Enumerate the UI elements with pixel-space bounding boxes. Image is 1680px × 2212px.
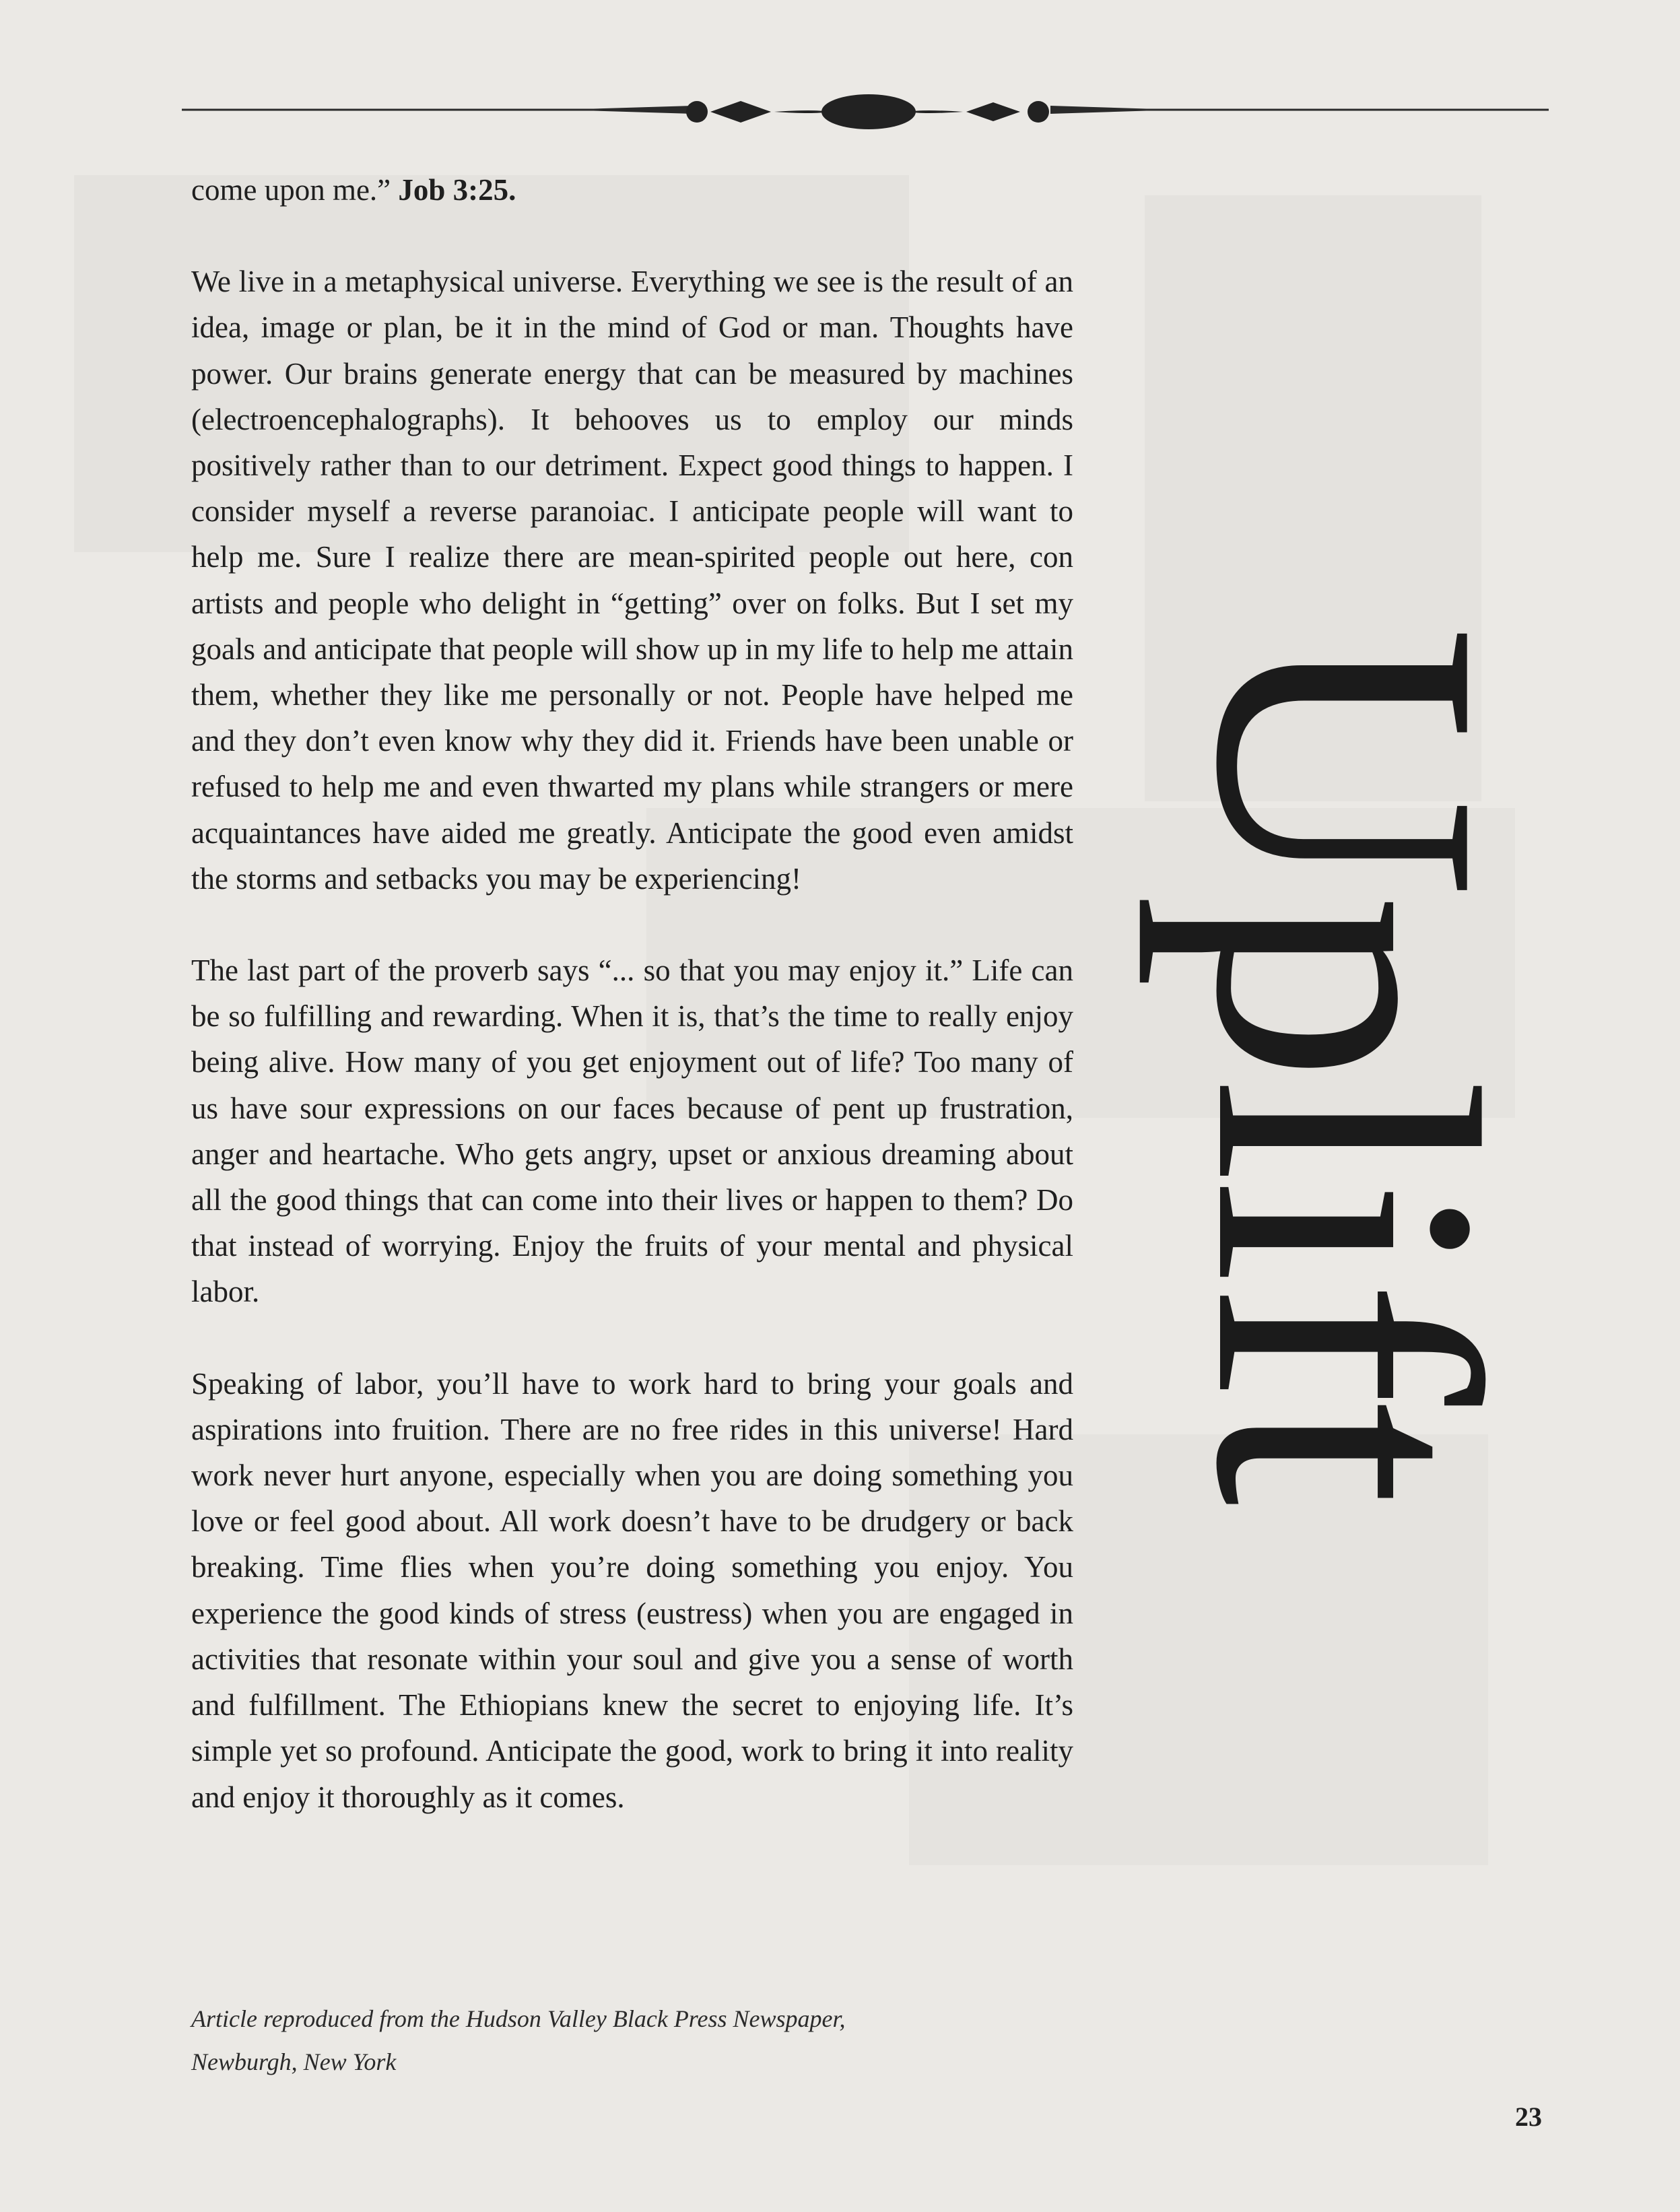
side-title: Uplift bbox=[1138, 626, 1555, 1502]
scripture-reference: Job 3:25. bbox=[398, 173, 516, 207]
source-credit bbox=[191, 1997, 846, 2083]
article-paragraph-4: Speaking of labor, you’ll have to work hard to bring your goals and aspirations into fruition. There are no free rides in this universe! Hard work never hurt anyone, especially when you are doing something you love or feel good about. All work doesn’t have to be drudgery or back breaking. Time flies when you’re doing something you enjoy. You experience the good kinds of stress (eustress) when you are engaged in activities that resonate within your soul and give you a sense of worth and fulfillment. The Ethiopians knew the secret to enjoying life. It’s simple yet so profound. Anticipate the good, work to bring it into reality and enjoy it thoroughly as it comes. bbox=[191, 1366, 1073, 1814]
page-number: 23 bbox=[1515, 2102, 1542, 2132]
article-paragraph-1-text: come upon me.” bbox=[191, 173, 399, 207]
article-paragraph-2: We live in a metaphysical universe. Everything we see is the result of an idea, image or plan, be it in the mind of God or man. Thoughts have power. Our brains generate energy that can be measured by machines (electroencephalographs). It behooves us to employ our minds positively rather than to our detriment. Expect good things to happen. I consider myself a reverse paranoiac. I anticipate people will want to help me. Sure I realize there are mean-spirited people out here, con artists and people who delight in “getting” over on folks. But I set my goals and anticipate that people will show up in my life to help me attain them, whether they like me personally or not. People have helped me and they don’t even know why they did it. Friends have been unable or refused to help me and even thwarted my plans while strangers or mere acquaintances have aided me greatly. Anticipate the good even amidst the storms and setbacks you may be experiencing! bbox=[191, 265, 1073, 896]
article-paragraph-3: The last part of the proverb says “... so that you may enjoy it.” Life can be so fulfilling and rewarding. When it is, that’s the time to really enjoy being alive. How many of you get enjoyment out of life? Too many of us have sour expressions on our faces because of pent up frustration, anger and heartache. Who gets angry, upset or anxious dreaming about all the good things that can come into their lives or happen to them? Do that instead of worrying. Enjoy the fruits of your mental and physical labor. bbox=[191, 953, 1073, 1309]
source-credit-line-2: Newburgh, New York bbox=[191, 2048, 397, 2075]
source-credit-line-1: Article reproduced from the Hudson Valley Black Press Newspaper, bbox=[191, 2005, 846, 2032]
ornamental-divider bbox=[182, 88, 1549, 135]
article-paragraph-1 bbox=[191, 167, 1073, 213]
article-body bbox=[191, 167, 1073, 1866]
